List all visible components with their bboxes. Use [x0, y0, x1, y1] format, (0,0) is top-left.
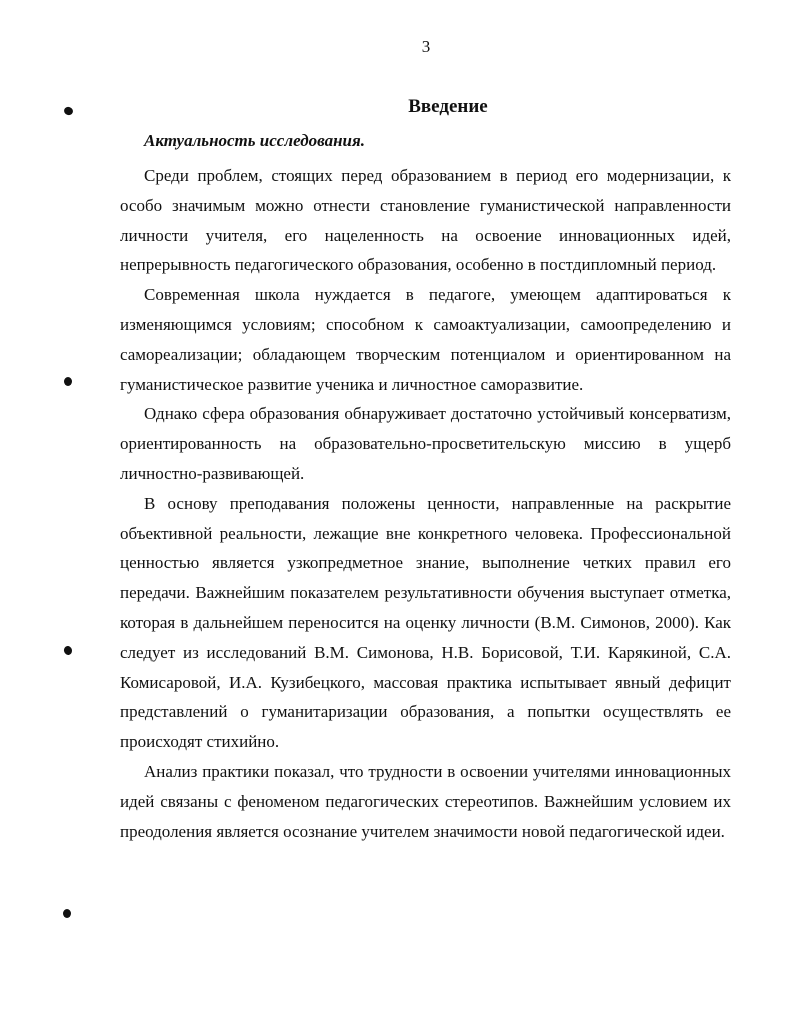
body-text: [120, 161, 731, 846]
paragraph: Анализ практики показал, что трудности в освоении учителями инновационных идей связаны с феноменом педагогических стереотипов. Важнейшим условием их преодоления является осознание учителем значимости новой педагогической идеи.: [120, 761, 731, 841]
margin-mark: [63, 909, 71, 918]
margin-mark: [64, 377, 72, 386]
paragraph: Однако сфера образования обнаруживает достаточно устойчивый консерватизм, ориентированность на образовательно-просветительскую миссию в ущерб личностно-развивающей.: [120, 404, 731, 483]
section-heading: Введение: [408, 96, 488, 117]
paragraph: Современная школа нуждается в педагоге, умеющем адаптироваться к изменяющимся условиям; способном к самоактуализации, самоопределению и самореализации; обладающем творческим потенциалом и ориентированном на гуманистическое развитие ученика и личностное саморазвитие.: [120, 285, 731, 394]
paragraph: В основу преподавания положены ценности, направленные на раскрытие объективной реальности, лежащие вне конкретного человека. Профессиональной ценностью является узкопредметное знание, выполнение четких правил его передачи. Важнейшим показателем результативности обучения выступает отметка, которая в дальнейшем переносится на оценку личности (В.М. Симонов, 2000). Как следует из исследований В.М. Симонова, Н.В. Борисовой, Т.И. Карякиной, С.А. Комисаровой, И.А. Кузибецкого, массовая практика испытывает явный дефицит представлений о гуманитаризации образования, а попытки осуществлять ее происходят стихийно.: [120, 493, 731, 752]
page-number: 3: [421, 37, 431, 56]
margin-mark: [63, 645, 73, 656]
section-subheading: Актуальность исследования.: [144, 131, 365, 150]
paragraph: Среди проблем, стоящих перед образованием в период его модернизации, к особо значимым можно отнести становление гуманистической направленности личности учителя, его нацеленность на освоение инновационных идей, непрерывность педагогического образования, особенно в постдипломный период.: [120, 166, 731, 275]
